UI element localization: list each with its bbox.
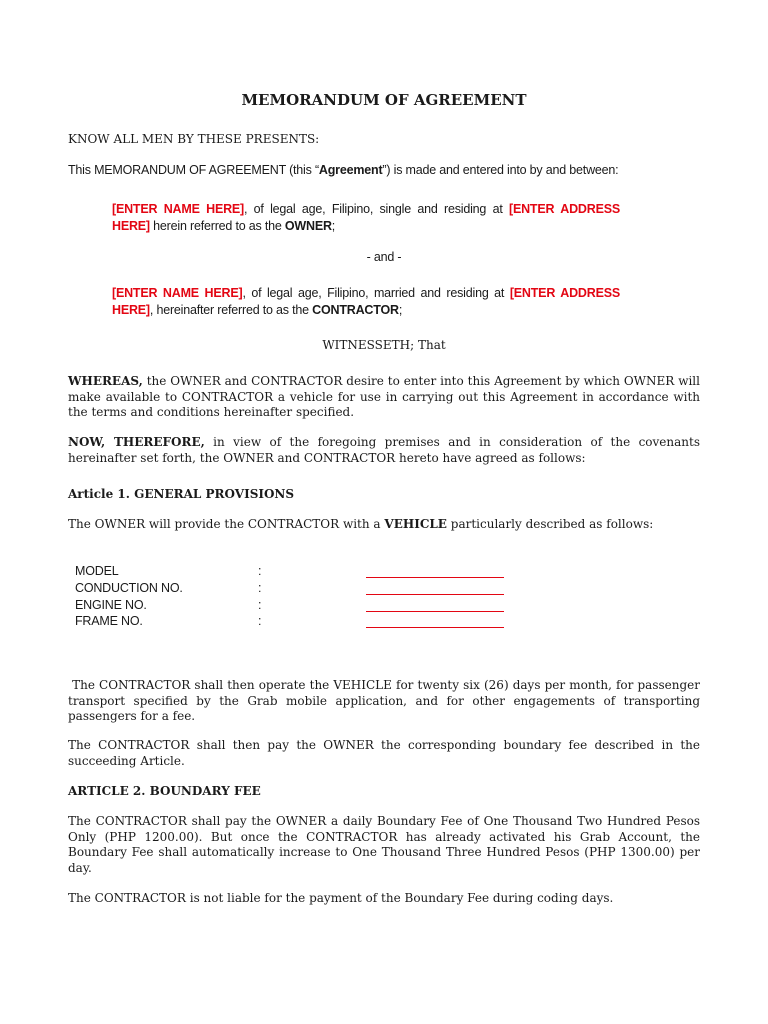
owner-end: ;: [331, 218, 336, 233]
engine-blank-field[interactable]: [366, 601, 504, 612]
whereas-paragraph: [68, 374, 700, 421]
vehicle-label: CONDUCTION NO.: [75, 581, 183, 595]
witnesseth-line: WITNESSETH; That: [322, 338, 446, 352]
whereas-text: the OWNER and CONTRACTOR desire to enter into this Agreement by which OWNER will make available to CONTRACTOR a vehicle for use in carrying out this Agreement in accordance with the terms and conditions hereinafter specified.: [68, 374, 700, 419]
intro-prefix: This MEMORANDUM OF AGREEMENT (this “: [68, 163, 319, 177]
vehicle-colon: :: [258, 581, 262, 595]
vehicle-colon: :: [258, 564, 262, 578]
article2-coding-paragraph: The CONTRACTOR is not liable for the payment of the Boundary Fee during coding days.: [68, 891, 614, 905]
vehicle-colon: :: [258, 598, 262, 612]
know-all-line: KNOW ALL MEN BY THESE PRESENTS:: [68, 132, 320, 146]
party-owner-paragraph: [112, 201, 620, 234]
party-contractor-paragraph: [112, 285, 620, 318]
vehicle-row-frame: [75, 614, 515, 631]
vehicle-colon: :: [258, 614, 262, 628]
contractor-role: CONTRACTOR: [312, 302, 399, 317]
vehicle-label: ENGINE NO.: [75, 598, 147, 612]
article2-heading: ARTICLE 2. BOUNDARY FEE: [68, 784, 261, 798]
now-therefore-label: NOW, THEREFORE,: [68, 435, 205, 449]
now-therefore-text: in view of the foregoing premises and in consideration of the covenants hereinafter set forth, the OWNER and CONTRACTOR hereto have agreed as follows:: [68, 435, 700, 465]
vehicle-row-conduction: [75, 581, 515, 598]
owner-suffix-text: herein referred to as the: [149, 218, 285, 233]
and-separator: - and -: [366, 250, 402, 264]
owner-name-placeholder[interactable]: [ENTER NAME HERE]: [112, 202, 245, 216]
contractor-name-placeholder[interactable]: [ENTER NAME HERE]: [112, 286, 243, 300]
now-therefore-paragraph: [68, 435, 700, 466]
model-blank-field[interactable]: [366, 567, 504, 578]
article1-operation-paragraph: The CONTRACTOR shall then operate the VEHICLE for twenty six (26) days per month, for passenger transport specified by the Grab mobile application, and for other engagements of transporting passengers for a fee.: [68, 678, 704, 723]
vehicle-term: VEHICLE: [384, 517, 447, 531]
contractor-address-placeholder[interactable]: [ENTER ADDRESS HERE]: [112, 286, 621, 317]
owner-middle-text: , of legal age, Filipino, single and residing at: [244, 202, 509, 216]
contractor-suffix-text: , hereinafter referred to as the: [149, 302, 313, 317]
article1-intro-suffix: particularly described as follows:: [446, 517, 654, 531]
owner-address-placeholder[interactable]: [ENTER ADDRESS HERE]: [112, 202, 620, 233]
vehicle-row-model: [75, 564, 515, 581]
owner-role: OWNER: [284, 218, 332, 233]
contractor-middle-text: , of legal age, Filipino, married and residing at: [242, 286, 510, 300]
intro-paragraph: [68, 163, 708, 179]
conduction-blank-field[interactable]: [366, 584, 504, 595]
whereas-label: WHEREAS,: [68, 374, 143, 388]
article2-fee-paragraph: The CONTRACTOR shall pay the OWNER a daily Boundary Fee of One Thousand Two Hundred Pesos Only (PHP 1200.00). But once the CONTRACTOR has already activated his Grab Account, the Boundary Fee shall automatically increase to One Thousand Three Hundred Pesos (PHP 1300.00) per day.: [68, 814, 700, 875]
article1-payment-paragraph: The CONTRACTOR shall then pay the OWNER the corresponding boundary fee described in the succeeding Article.: [68, 738, 700, 768]
contractor-end: ;: [398, 302, 403, 317]
intro-suffix: ”) is made and entered into by and between:: [382, 163, 619, 177]
article1-intro-prefix: The OWNER will provide the CONTRACTOR with a: [68, 517, 385, 531]
vehicle-label: MODEL: [75, 564, 119, 578]
article1-intro: [68, 517, 708, 533]
vehicle-row-engine: [75, 598, 515, 615]
frame-blank-field[interactable]: [366, 617, 504, 628]
document-title: MEMORANDUM OF AGREEMENT: [241, 91, 527, 109]
article1-heading: Article 1. GENERAL PROVISIONS: [68, 487, 295, 501]
vehicle-label: FRAME NO.: [75, 614, 143, 628]
intro-agreement-term: Agreement: [318, 163, 383, 177]
